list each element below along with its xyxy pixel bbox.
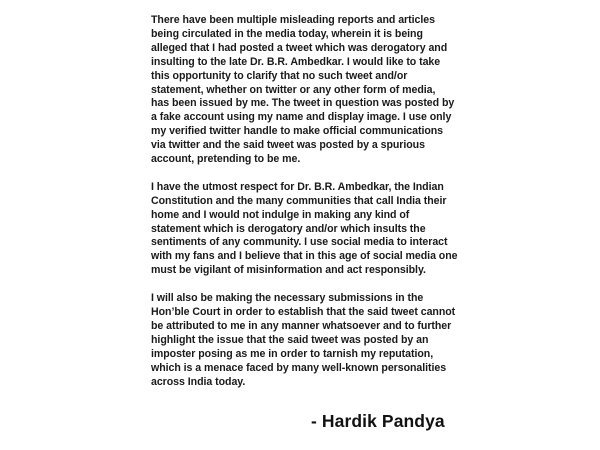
text-line: which is a menace faced by many well-known personalities: [151, 361, 447, 374]
statement-body: [151, 14, 551, 389]
text-line: via twitter and the said tweet was posted by a spurious: [151, 139, 425, 152]
text-line: Constitution and the many communities that call India their: [151, 194, 447, 207]
text-line: imposter posing as me in order to tarnish my reputation,: [151, 347, 434, 360]
text-line: sentiments of any community. I use social media to interact: [151, 236, 448, 249]
signature: - Hardik Pandya: [311, 411, 445, 431]
text-line: Hon’ble Court in order to establish that the said tweet cannot: [151, 306, 456, 318]
text-line: highlight the issue that the said tweet was posted by an: [151, 333, 429, 346]
text-line: a fake account using my name and display image. I use only: [151, 111, 452, 124]
text-line: has been issued by me. The tweet in question was posted by: [151, 97, 455, 110]
text-line: home and I would not indulge in making any kind of: [151, 208, 410, 221]
text-line: with my fans and I believe that in this age of social media one: [151, 250, 458, 263]
text-line: statement which is derogatory and/or which insults the: [151, 222, 426, 235]
paragraph-legal-action: [151, 292, 551, 389]
paragraph-spacer: [151, 278, 551, 292]
text-line: being circulated in the media today, wherein it is being: [151, 27, 423, 40]
text-line: must be vigilant of misinformation and act responsibly.: [151, 264, 426, 277]
paragraph-respect: [151, 181, 551, 278]
text-line: I have the utmost respect for Dr. B.R. Ambedkar, the Indian: [151, 180, 444, 193]
text-line: across India today.: [151, 375, 246, 388]
text-line: alleged that I had posted a tweet which was derogatory and: [151, 41, 448, 54]
text-line: this opportunity to clarify that no such tweet and/or: [151, 69, 408, 82]
text-line: insulting to the late Dr. B.R. Ambedkar. I would like to take: [151, 55, 441, 68]
paragraph-spacer: [151, 167, 551, 181]
text-line: be attributed to me in any manner whatsoever and to further: [151, 319, 452, 332]
text-line: statement, whether on twitter or any other form of media,: [151, 83, 436, 96]
text-line: I will also be making the necessary submissions in the: [151, 292, 424, 305]
text-line: account, pretending to be me.: [151, 153, 301, 166]
paragraph-clarification: [151, 14, 551, 167]
text-line: my verified twitter handle to make official communications: [151, 125, 444, 138]
text-line: There have been multiple misleading reports and articles: [151, 14, 435, 26]
